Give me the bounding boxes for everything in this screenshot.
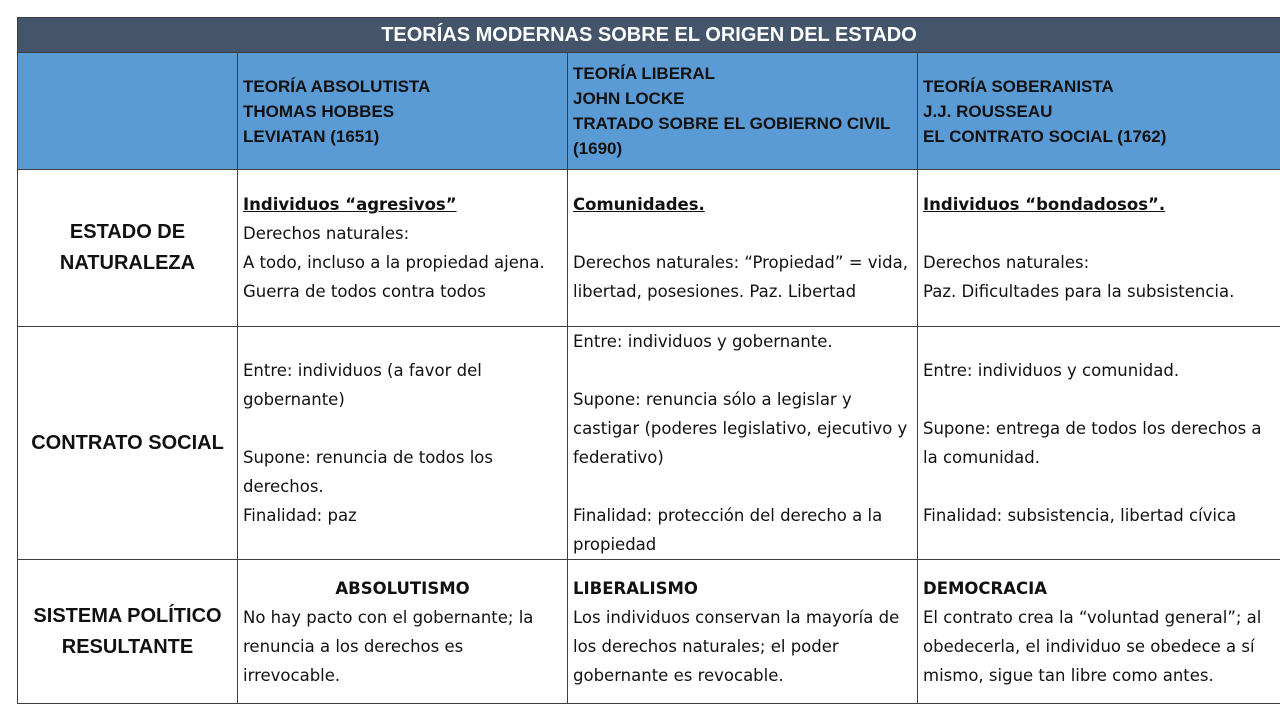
header-soberanista-author: J.J. ROUSSEAU [923, 101, 1053, 121]
cell-text: Entre: individuos (a favor del gobernante) [243, 361, 482, 409]
row-estado-naturaleza [18, 170, 1280, 327]
cell-spacer [573, 219, 912, 248]
cell-contrato-liberal [568, 327, 918, 560]
header-soberanista-work: EL CONTRATO SOCIAL (1762) [923, 126, 1167, 146]
cell-heading: Comunidades. [573, 195, 705, 214]
cell-contrato-absolutista [238, 327, 568, 560]
header-absolutista [238, 53, 568, 170]
cell-spacer [923, 472, 1275, 501]
header-soberanista [918, 53, 1280, 170]
row-label-sistema: SISTEMA POLÍTICO RESULTANTE [18, 560, 238, 704]
cell-sistema-liberal [568, 560, 918, 704]
header-absolutista-author: THOMAS HOBBES [243, 101, 395, 121]
header-liberal-theory: TEORÍA LIBERAL [573, 64, 715, 83]
row-label-estado: ESTADO DE NATURALEZA [18, 170, 238, 327]
cell-estado-absolutista [238, 170, 568, 327]
theories-table [17, 17, 1280, 704]
cell-spacer [573, 472, 912, 501]
cell-heading: Individuos “agresivos” [243, 195, 457, 214]
header-liberal-author: JOHN LOCKE [573, 89, 685, 108]
cell-text: Los individuos conservan la mayoría de los derechos naturales; el poder gobernante es revocable. [573, 607, 900, 685]
table-title: TEORÍAS MODERNAS SOBRE EL ORIGEN DEL ESTADO [18, 18, 1280, 53]
cell-sistema-absolutista [238, 560, 568, 704]
cell-heading: ABSOLUTISMO [335, 578, 470, 598]
header-absolutista-work: LEVIATAN (1651) [243, 126, 380, 146]
cell-text: A todo, incluso a la propiedad ajena. [243, 253, 545, 272]
row-sistema-politico [18, 560, 1280, 704]
cell-text: Entre: individuos y gobernante. [573, 332, 833, 351]
header-absolutista-theory: TEORÍA ABSOLUTISTA [243, 76, 431, 96]
cell-text: Guerra de todos contra todos [243, 282, 486, 301]
cell-estado-soberanista [918, 170, 1280, 327]
cell-text: Entre: individuos y comunidad. [923, 361, 1180, 380]
row-contrato-social [18, 327, 1280, 560]
cell-spacer [243, 414, 562, 443]
cell-spacer [573, 356, 912, 385]
cell-text: Supone: renuncia de todos los derechos. [243, 448, 493, 496]
cell-sistema-soberanista [918, 560, 1280, 704]
cell-text: Finalidad: protección del derecho a la propiedad [573, 506, 883, 554]
cell-contrato-soberanista [918, 327, 1280, 560]
header-empty-cell [18, 53, 238, 170]
cell-text: Supone: renuncia sólo a legislar y castigar (poderes legislativo, ejecutivo y federativo) [573, 390, 908, 467]
cell-text: Finalidad: subsistencia, libertad cívica [923, 506, 1237, 525]
cell-spacer [923, 219, 1275, 248]
header-soberanista-theory: TEORÍA SOBERANISTA [923, 76, 1114, 96]
row-label-contrato: CONTRATO SOCIAL [18, 327, 238, 560]
cell-spacer [923, 385, 1275, 414]
cell-text: Derechos naturales: [243, 224, 410, 243]
header-liberal [568, 53, 918, 170]
cell-text: Derechos naturales: [923, 253, 1090, 272]
cell-text: El contrato crea la “voluntad general”; al obedecerla, el individuo se obedece a sí mismo, sigue tan libre como antes. [923, 607, 1262, 685]
cell-estado-liberal [568, 170, 918, 327]
cell-heading: LIBERALISMO [573, 578, 698, 598]
header-row [18, 53, 1280, 170]
cell-text: Supone: entrega de todos los derechos a la comunidad. [923, 419, 1262, 467]
cell-text: Derechos naturales: “Propiedad” = vida, libertad, posesiones. Paz. Libertad [573, 253, 908, 301]
cell-text: No hay pacto con el gobernante; la renuncia a los derechos es irrevocable. [243, 607, 534, 685]
cell-heading: DEMOCRACIA [923, 578, 1048, 598]
header-liberal-work: TRATADO SOBRE EL GOBIERNO CIVIL (1690) [573, 114, 891, 158]
cell-text: Finalidad: paz [243, 506, 357, 525]
cell-heading: Individuos “bondadosos”. [923, 195, 1166, 214]
cell-text: Paz. Dificultades para la subsistencia. [923, 282, 1235, 301]
